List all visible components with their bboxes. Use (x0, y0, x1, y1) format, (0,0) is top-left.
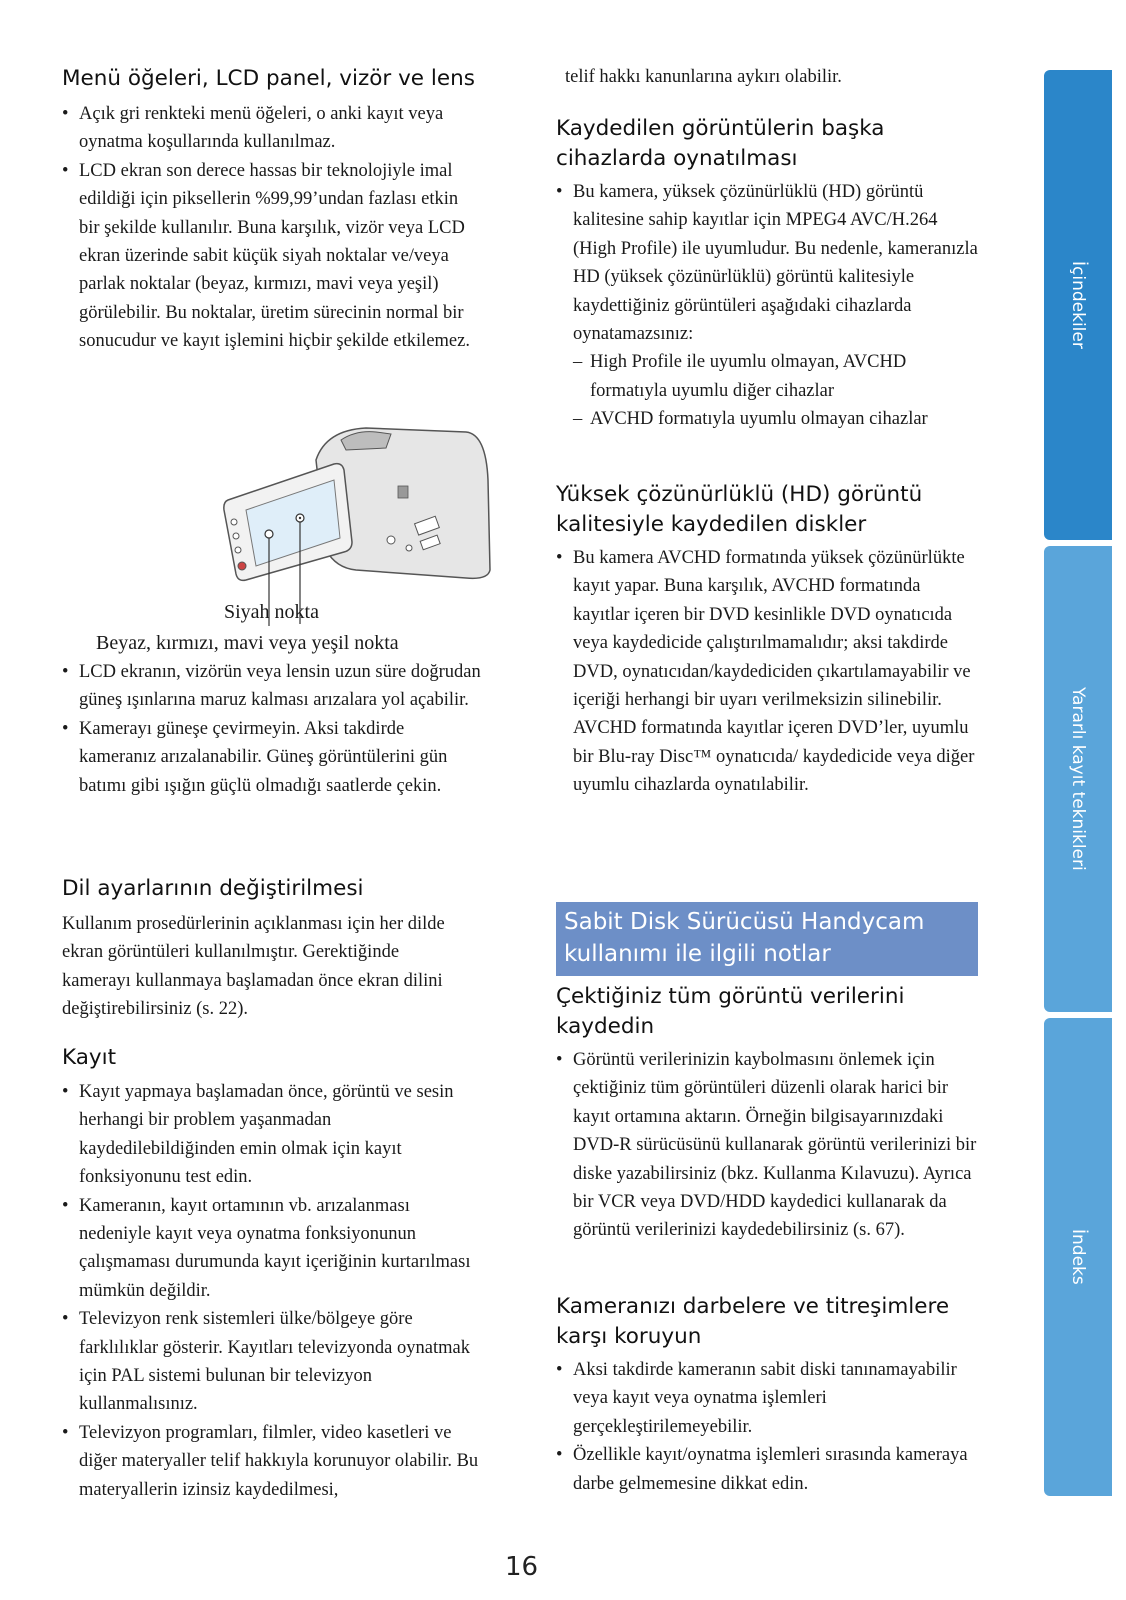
camcorder-lcd-illustration (166, 420, 492, 626)
section-title-recording: Kayıt (62, 1045, 117, 1070)
list-item-text: Bu kamera, yüksek çözünürlüklü (HD) görüntü kalitesine sahip kayıtlar için MPEG4 AVC/H.264 (High Profile) ile uyumludur. Bu nedenle, kameranızla HD (yüksek çözünürlüklü) görüntü kalitesiyle kaydettiğiniz görüntüleri aşağıdaki cihazlarda oynatamazsınız: (573, 182, 978, 345)
figure-label-black-dot: Siyah nokta (224, 601, 319, 623)
tab-useful-recording-techniques-label: Yararlı kayıt teknikleri (1068, 687, 1088, 871)
list-item: • Kayıt yapmaya başlamadan önce, görüntü ve sesin herhangi bir problem yaşanmadan kaydedilebildiğinden emin olmak için kayıt fonksiyonunu test edin. (62, 1078, 482, 1192)
bullet-list-lcd-sun (62, 658, 482, 800)
section-title-save-data: Çektiğiniz tüm görüntü verilerini kaydedin (556, 984, 905, 1039)
section-title-shock-protection: Kameranızı darbelere ve titreşimlere karşı koruyun (556, 1294, 950, 1349)
list-item: • Kamerayı güneşe çevirmeyin. Aksi takdirde kameranız arızalanabilir. Güneş görüntülerini gün batımı gibi ışığın güçlü olmadığı saatlerde çekin. (62, 715, 482, 800)
list-item: • Görüntü verilerinizin kaybolmasını önlemek için çektiğiniz tüm görüntüleri düzenli olarak harici bir kayıt ortamına aktarın. Örneğin bilgisayarınızdaki DVD-R sürücüsünü kullanarak görüntü verilerinizi bir diske yazabilirsiniz (bkz. Kullanma Kılavuzu). Ayrıca bir VCR veya DVD/HDD kaydedici kullanarak da görüntü verilerinizi kaydedebilirsiniz (s. 67). (556, 1046, 981, 1245)
section-title-hd-discs: Yüksek çözünürlüklü (HD) görüntü kalitesiyle kaydedilen diskler (556, 482, 923, 537)
section-title-playback-other-devices: Kaydedilen görüntülerin başka cihazlarda oynatılması (556, 116, 885, 171)
bullet-list-shock (556, 1356, 981, 1498)
list-item: • Televizyon renk sistemleri ülke/bölgeye göre farklılıklar gösterir. Kayıtları televizyonda oynatmak için PAL sistemi bulunan bir televizyon kullanmalısınız. (62, 1305, 482, 1419)
bullet-list-recording (62, 1078, 482, 1504)
tab-index-label: İndeks (1068, 1229, 1088, 1285)
bullet-list-menu-lcd (62, 100, 482, 356)
continuation-text: telif hakkı kanunlarına aykırı olabilir. (565, 67, 842, 87)
bullet-list-hd-discs (556, 544, 981, 800)
list-item: • Bu kamera AVCHD formatında yüksek çözünürlükte kayıt yapar. Buna karşılık, AVCHD formatında kayıtlar içeren bir DVD kesinlikle DVD oynatıcıda veya kaydedicide çalıştırılmamalıdır; aksi takdirde DVD, oynatıcıdan/kaydediciden çıkartılamayabilir ve içeriği herhangi bir uyarı verilmeksizin silinebilir. AVCHD formatında kayıtlar içeren DVD’ler, uyumlu bir Blu-ray Disc™ oynatıcıda/ kaydedicide veya diğer uyumlu cihazlarda oynatılabilir. (556, 544, 981, 800)
list-item: • Televizyon programları, filmler, video kasetleri ve diğer materyaller telif hakkıyla korunuyor olabilir. Bu materyallerin izinsiz kaydedilmesi, (62, 1419, 482, 1504)
callout-title: Sabit Disk Sürücüsü Handycam kullanımı ile ilgili notlar (564, 909, 925, 967)
callout-hdd-notes (556, 902, 984, 976)
list-item: • LCD ekranın, vizörün veya lensin uzun süre doğrudan güneş ışınlarına maruz kalması arızalara yol açabilir. (62, 658, 482, 715)
tab-contents-label: İçindekiler (1068, 261, 1088, 349)
section-title-menu-lcd: Menü öğeleri, LCD panel, vizör ve lens (62, 66, 475, 91)
tab-contents[interactable] (1044, 70, 1112, 540)
page-number: 16 (505, 1552, 539, 1582)
list-item: • Özellikle kayıt/oynatma işlemleri sırasında kameraya darbe gelmemesine dikkat edin. (556, 1441, 981, 1498)
list-item: • LCD ekran son derece hassas bir teknolojiyle imal edildiği için piksellerin %99,99’undan fazlası etkin bir şekilde kullanılır. Buna karşılık, vizör veya LCD ekran üzerinde sabit küçük siyah noktalar ve/veya parlak noktalar (beyaz, kırmızı, mavi veya yeşil) görülebilir. Bu noktalar, üretim sürecinin normal bir sonucudur ve kayıt işlemini hiçbir şekilde etkilemez. (62, 157, 482, 356)
bullet-list-playback (556, 178, 981, 434)
list-item: • Kameranın, kayıt ortamının vb. arızalanması nedeniyle kayıt veya oynatma fonksiyonunun çalışmaması durumunda kayıt içeriğinin kurtarılması mümkün değildir. (62, 1192, 482, 1306)
tab-useful-recording-techniques[interactable] (1044, 546, 1112, 1012)
list-item (556, 178, 981, 434)
list-item: • Açık gri renkteki menü öğeleri, o anki kayıt veya oynatma koşullarında kullanılmaz. (62, 100, 482, 157)
language-paragraph: Kullanım prosedürlerinin açıklanması için her dilde ekran görüntüleri kullanılmıştır. Gerektiğinde kamerayı kullanmaya başlamadan önce ekran dilini değiştirebilirsiniz (s. 22). (62, 914, 445, 1020)
dash-list (573, 348, 981, 433)
list-item: • Aksi takdirde kameranın sabit diski tanınamayabilir veya kayıt veya oynatma işlemleri gerçekleştirilemeyebilir. (556, 1356, 981, 1441)
figure-label-colored-dot: Beyaz, kırmızı, mavi veya yeşil nokta (96, 632, 399, 654)
dash-item: – AVCHD formatıyla uyumlu olmayan cihazlar (573, 405, 981, 433)
section-title-language: Dil ayarlarının değiştirilmesi (62, 876, 364, 901)
bullet-list-save-data (556, 1046, 981, 1245)
dash-item: – High Profile ile uyumlu olmayan, AVCHD formatıyla uyumlu diğer cihazlar (573, 348, 981, 405)
tab-index[interactable] (1044, 1018, 1112, 1496)
